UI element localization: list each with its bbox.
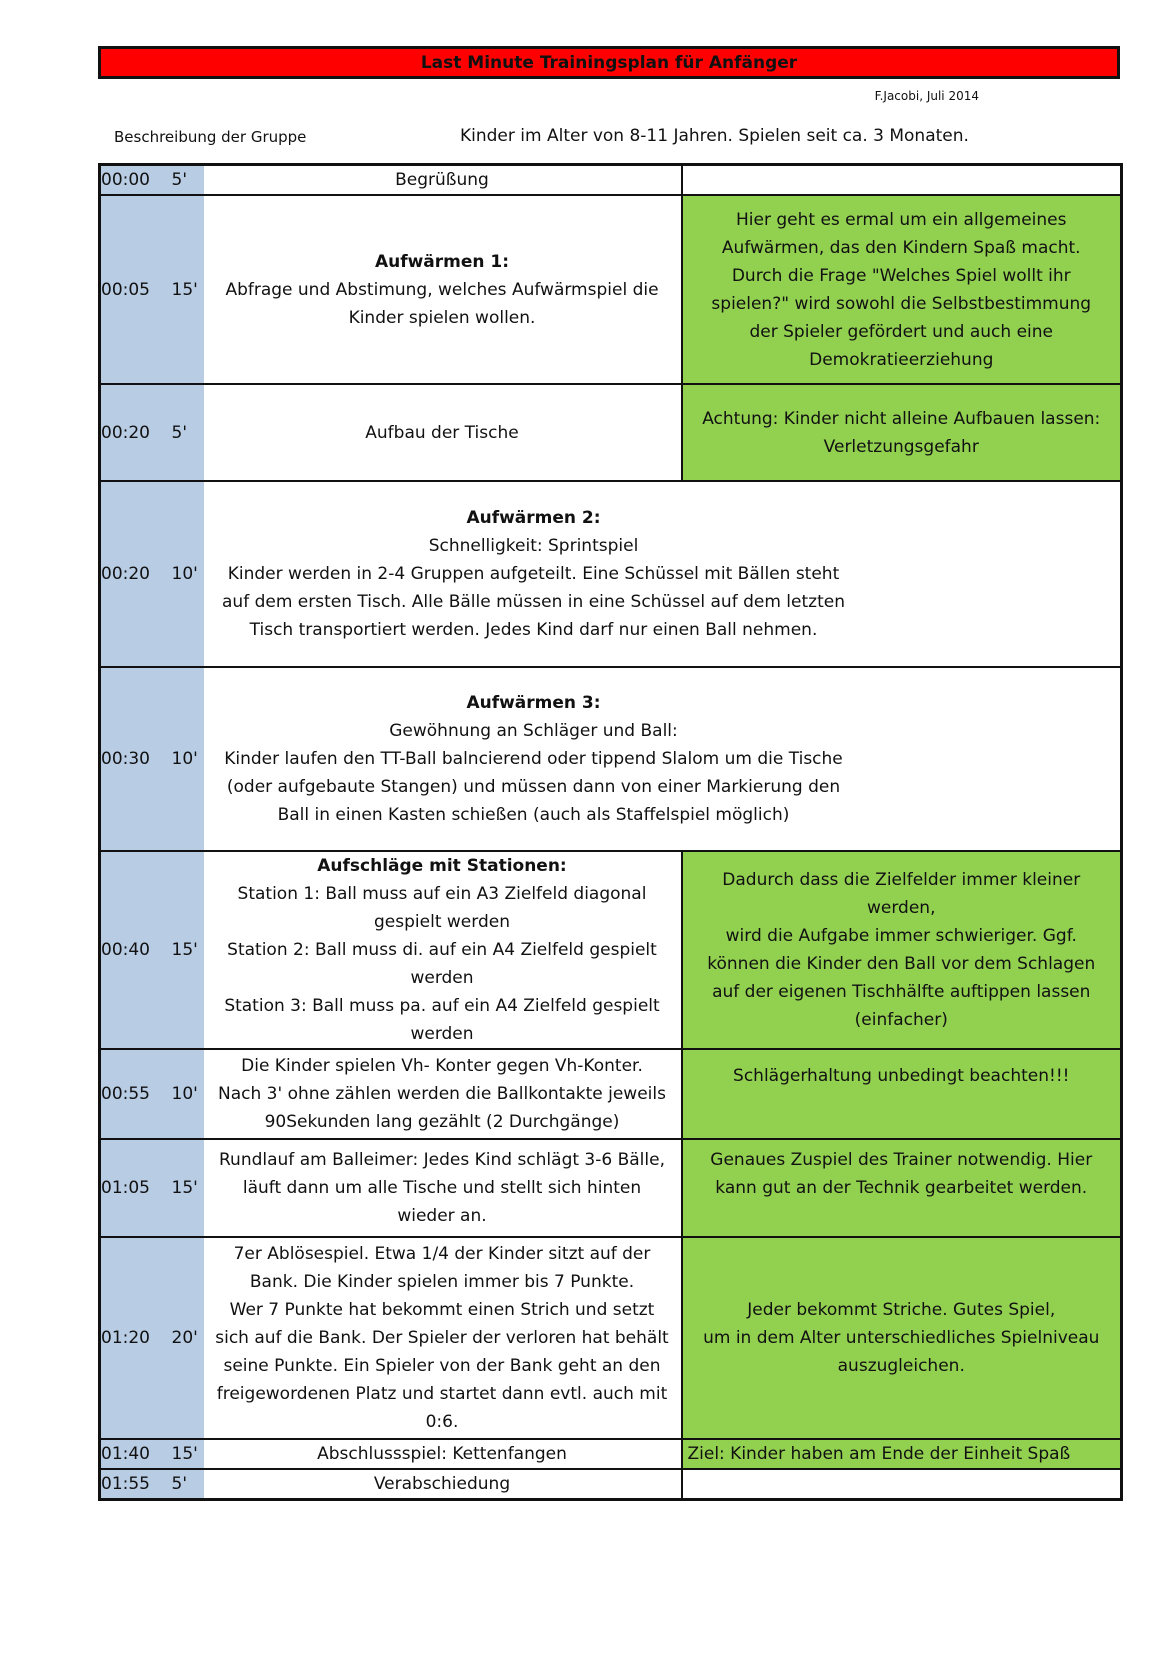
duration-cell: 10' (172, 481, 204, 667)
note-line: Aufwärmen, das den Kindern Spaß macht. (721, 237, 1081, 258)
activity-line: Station 3: Ball muss pa. auf ein A4 Zielfeld gespielt (224, 996, 660, 1016)
activity-line: 90Sekunden lang gezählt (2 Durchgänge) (264, 1112, 620, 1132)
note-line: Hier geht es ermal um ein allgemeines (736, 209, 1067, 230)
activity-cell (204, 384, 682, 481)
note-line: Dadurch dass die Zielfelder immer kleiner (722, 870, 1081, 890)
table-row (100, 1237, 1122, 1439)
activity-line: Verabschiedung (373, 1474, 511, 1494)
note-line: (einfacher) (854, 1010, 948, 1030)
table-row (100, 384, 1122, 481)
time-cell: 00:20 (100, 384, 172, 481)
time-cell: 01:05 (100, 1139, 172, 1237)
activity-cell (204, 1237, 682, 1439)
time-cell: 00:00 (100, 165, 172, 196)
activity-heading: Aufschläge mit Stationen: (317, 856, 567, 876)
note-cell (682, 1237, 1122, 1439)
table-row (100, 195, 1122, 384)
note-line: auszugleichen. (837, 1356, 965, 1376)
duration-cell: 5' (172, 165, 204, 196)
table-row (100, 1139, 1122, 1237)
page-title: Last Minute Trainingsplan für Anfänger (98, 46, 1120, 79)
time-cell: 00:30 (100, 667, 172, 851)
duration-cell: 20' (172, 1237, 204, 1439)
group-description-text: Kinder im Alter von 8-11 Jahren. Spielen seit ca. 3 Monaten. (460, 126, 969, 146)
activity-line: sich auf die Bank. Der Spieler der verloren hat behält (215, 1328, 669, 1348)
table-row (100, 1439, 1122, 1469)
duration-cell: 15' (172, 851, 204, 1049)
activity-line: auf dem ersten Tisch. Alle Bälle müssen in eine Schüssel auf dem letzten (222, 592, 845, 612)
duration-cell: 5' (172, 384, 204, 481)
note-cell (682, 1439, 1122, 1469)
activity-line: Rundlauf am Balleimer: Jedes Kind schlägt 3-6 Bälle, (219, 1150, 665, 1170)
note-line: kann gut an der Technik gearbeitet werden. (715, 1178, 1088, 1198)
activity-line: werden (410, 1024, 474, 1044)
note-cell (682, 1139, 1122, 1237)
activity-line: Abfrage und Abstimung, welches Aufwärmspiel die (225, 279, 659, 300)
time-cell: 00:40 (100, 851, 172, 1049)
note-line: werden, (867, 898, 936, 918)
note-cell (682, 1469, 1122, 1500)
duration-cell: 10' (172, 1049, 204, 1139)
activity-line: Bank. Die Kinder spielen immer bis 7 Punkte. (249, 1272, 635, 1292)
activity-line: Ball in einen Kasten schießen (auch als Staffelspiel möglich) (277, 805, 790, 825)
note-line: können die Kinder den Ball vor dem Schlagen (707, 954, 1096, 974)
note-line: spielen?" wird sowohl die Selbstbestimmung (711, 293, 1092, 314)
activity-line: Tisch transportiert werden. Jedes Kind darf nur einen Ball nehmen. (249, 620, 818, 640)
activity-line: freigewordenen Platz und startet dann evtl. auch mit (216, 1384, 668, 1404)
activity-line: Kinder laufen den TT-Ball balncierend oder tippend Slalom um die Tische (224, 749, 843, 769)
time-cell: 01:20 (100, 1237, 172, 1439)
activity-line: seine Punkte. Ein Spieler von der Bank geht an den (223, 1356, 661, 1376)
note-line: Genaues Zuspiel des Trainer notwendig. Hier (710, 1150, 1093, 1170)
note-cell (682, 384, 1122, 481)
activity-cell (204, 481, 1122, 667)
time-cell: 00:20 (100, 481, 172, 667)
activity-line: Die Kinder spielen Vh- Konter gegen Vh-Konter. (241, 1056, 643, 1076)
time-cell: 01:55 (100, 1469, 172, 1500)
note-line: Schlägerhaltung unbedingt beachten!!! (733, 1066, 1070, 1086)
note-line: Achtung: Kinder nicht alleine Aufbauen lassen: (702, 408, 1101, 429)
activity-line: läuft dann um alle Tische und stellt sich hinten (242, 1178, 642, 1198)
duration-cell: 15' (172, 1139, 204, 1237)
duration-cell: 10' (172, 667, 204, 851)
note-line: der Spieler gefördert und auch eine (749, 321, 1053, 342)
group-description-label: Beschreibung der Gruppe (114, 128, 307, 146)
table-row (100, 1469, 1122, 1500)
note-line: Verletzungsgefahr (823, 436, 979, 457)
activity-cell (204, 165, 682, 196)
note-cell (682, 195, 1122, 384)
duration-cell: 5' (172, 1469, 204, 1500)
note-cell (682, 1049, 1122, 1139)
note-line: Demokratieerziehung (809, 349, 994, 370)
activity-heading: Aufwärmen 1: (374, 251, 510, 272)
note-cell (682, 851, 1122, 1049)
note-cell (682, 165, 1122, 196)
activity-cell (204, 1139, 682, 1237)
note-line: um in dem Alter unterschiedliches Spielniveau (703, 1328, 1100, 1348)
activity-line: Aufbau der Tische (365, 422, 519, 443)
table-row (100, 851, 1122, 1049)
note-line: Jeder bekommt Striche. Gutes Spiel, (747, 1300, 1056, 1320)
activity-heading: Aufwärmen 2: (466, 508, 601, 528)
activity-line: 7er Ablösespiel. Etwa 1/4 der Kinder sitzt auf der (233, 1244, 651, 1264)
activity-cell (204, 1469, 682, 1500)
table-row (100, 1049, 1122, 1139)
note-line: auf der eigenen Tischhälfte auftippen lassen (712, 982, 1091, 1002)
time-cell: 00:55 (100, 1049, 172, 1139)
activity-line: 0:6. (425, 1412, 459, 1432)
table-row (100, 165, 1122, 196)
activity-line: Abschlussspiel: Kettenfangen (317, 1444, 567, 1464)
activity-line: Schnelligkeit: Sprintspiel (428, 536, 639, 556)
activity-line: gespielt werden (374, 912, 510, 932)
activity-line: Kinder werden in 2-4 Gruppen aufgeteilt. Eine Schüssel mit Bällen steht (227, 564, 840, 584)
author-date: F.Jacobi, Juli 2014 (874, 89, 979, 103)
note-line: Ziel: Kinder haben am Ende der Einheit Spaß (687, 1444, 1071, 1464)
table-row (100, 481, 1122, 667)
activity-cell (204, 667, 1122, 851)
time-cell: 01:40 (100, 1439, 172, 1469)
activity-line: Station 2: Ball muss di. auf ein A4 Zielfeld gespielt (227, 940, 657, 960)
activity-heading: Aufwärmen 3: (466, 693, 601, 713)
note-line: Durch die Frage "Welches Spiel wollt ihr (731, 265, 1071, 286)
activity-cell (204, 851, 682, 1049)
activity-line: Wer 7 Punkte hat bekommt einen Strich und setzt (229, 1300, 655, 1320)
activity-line: Gewöhnung an Schläger und Ball: (389, 721, 678, 741)
activity-line: Kinder spielen wollen. (348, 307, 536, 328)
note-line: wird die Aufgabe immer schwieriger. Ggf. (725, 926, 1077, 946)
activity-line: Begrüßung (395, 170, 489, 190)
time-cell: 00:05 (100, 195, 172, 384)
table-row (100, 667, 1122, 851)
activity-cell (204, 1439, 682, 1469)
duration-cell: 15' (172, 195, 204, 384)
duration-cell: 15' (172, 1439, 204, 1469)
activity-line: (oder aufgebaute Stangen) und müssen dann von einer Markierung den (226, 777, 841, 797)
activity-line: Nach 3' ohne zählen werden die Ballkontakte jeweils (218, 1084, 666, 1104)
activity-cell (204, 1049, 682, 1139)
activity-line: wieder an. (397, 1206, 487, 1226)
training-plan-table (98, 163, 1123, 1501)
activity-line: werden (410, 968, 474, 988)
activity-cell (204, 195, 682, 384)
activity-line: Station 1: Ball muss auf ein A3 Zielfeld diagonal (237, 884, 647, 904)
